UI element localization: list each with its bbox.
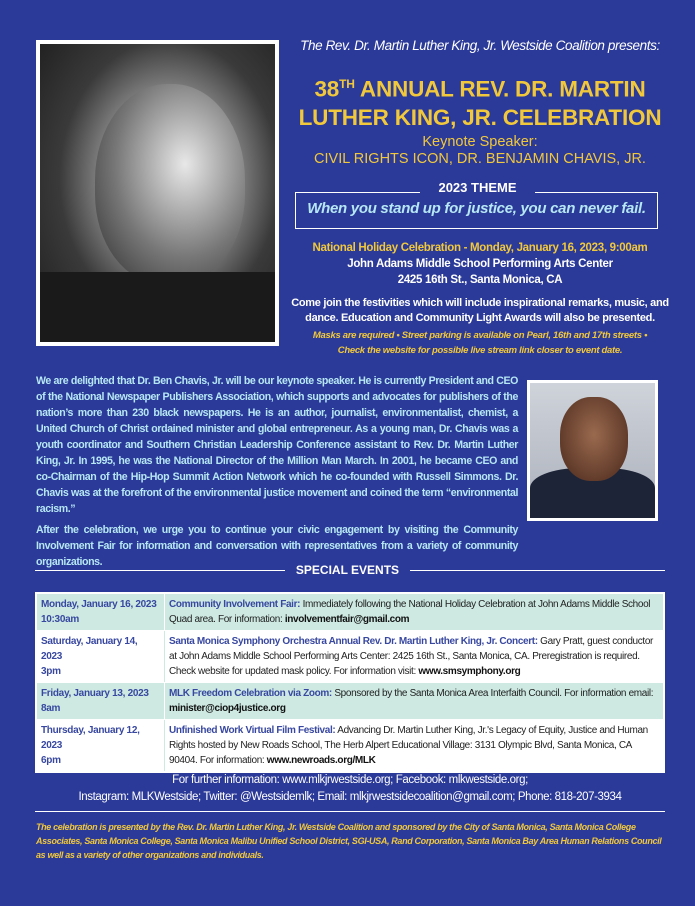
event-description xyxy=(165,683,663,719)
event-link[interactable]: involvementfair@gmail.com xyxy=(284,614,410,625)
speaker-bio xyxy=(36,373,518,570)
event-venue: John Adams Middle School Performing Arts Center xyxy=(347,258,613,270)
chavis-portrait-photo xyxy=(527,380,658,521)
event-description xyxy=(165,720,663,771)
divider xyxy=(35,570,285,571)
table-row xyxy=(37,594,663,631)
title-number: 38 xyxy=(314,76,340,102)
date: Saturday, January 14, 2023 xyxy=(41,636,138,662)
event-details xyxy=(290,240,670,288)
contact-line1: For further information: www.mlkjrwestside.org; Facebook: mlkwestside.org; xyxy=(172,774,528,786)
event-text: Immediately following the National Holiday Celebration at John Adams Middle School Quad area. For information: xyxy=(169,599,651,625)
title-line1: ANNUAL REV. DR. MARTIN xyxy=(354,76,646,102)
event-date xyxy=(37,594,165,630)
event-description xyxy=(165,631,663,682)
event-text: Gary Pratt, guest conductor at John Adams Middle School Performing Arts Center: 2425 16th St., Santa Monica, CA. Preregistration is required. Check website for updated mask policy. For information visit: xyxy=(169,636,654,677)
date: Monday, January 16, 2023 xyxy=(41,599,157,610)
event-text: Sponsored by the Santa Monica Area Interfaith Council. For information email: xyxy=(331,688,654,699)
contact-info xyxy=(35,772,665,806)
table-row xyxy=(37,720,663,771)
special-events-title: SPECIAL EVENTS xyxy=(295,563,400,577)
theme-label: 2023 THEME xyxy=(420,180,535,195)
notes-line2: Check the website for possible live stream link closer to event date. xyxy=(337,345,623,356)
divider xyxy=(35,811,665,812)
mlk-portrait-photo xyxy=(36,40,279,346)
date: Friday, January 13, 2023 xyxy=(41,688,149,699)
table-row xyxy=(37,631,663,683)
theme-text: When you stand up for justice, you can never fail. xyxy=(307,200,646,217)
event-name: Unfinished Work Virtual Film Festival: xyxy=(169,725,336,736)
page-title xyxy=(290,70,670,132)
event-link[interactable]: www.smsymphony.org xyxy=(418,666,521,677)
event-name: Santa Monica Symphony Orchestra Annual Rev. Dr. Martin Luther King, Jr. Concert: xyxy=(169,636,538,647)
event-address: 2425 16th St., Santa Monica, CA xyxy=(397,274,563,286)
time: 8am xyxy=(41,703,61,714)
bio-paragraph: We are delighted that Dr. Ben Chavis, Jr. will be our keynote speaker. He is currently President and CEO of the National Newspaper Publishers Association, which supports and advocates for publishers of the nation’s more than 230 black newspapers. He is an author, journalist, environmentalist, chemist, a United Church of Christ ordained minister and global entrepreneur. As a young man, Dr. Chavis was a youth coordinator and Southern Christian Leadership Conference assistant to Rev. Dr. Martin Luther King, Jr. In 1995, he was the National Director of the Million Man March. In 2001, he became CEO and co-Chairman of the Hip-Hop Summit Action Network which he co-founded with Russell Simmons. Dr. Chavis was at the forefront of the environmental justice movement and coined the term “environmental racism.” xyxy=(36,375,518,515)
presenter-line: The Rev. Dr. Martin Luther King, Jr. Westside Coalition presents: xyxy=(300,38,660,53)
event-description xyxy=(165,594,663,630)
fair-paragraph: After the celebration, we urge you to continue your civic engagement by visiting the Community Involvement Fair for information and conversation with representatives from a variety of community organizations. xyxy=(36,524,518,568)
divider xyxy=(410,570,665,571)
event-name: MLK Freedom Celebration via Zoom: xyxy=(169,688,332,699)
event-description: Come join the festivities which will include inspirational remarks, music, and dance. Education and Community Light Awards will also be presented. xyxy=(291,297,669,324)
contact-line2: Instagram: MLKWestside; Twitter: @Westsidemlk; Email: mlkjrwestsidecoalition@gmail.com; Phone: 818-207-3934 xyxy=(78,791,622,803)
keynote-label: Keynote Speaker: xyxy=(422,134,538,150)
event-link[interactable]: www.newroads.org/MLK xyxy=(266,755,376,766)
event-headline: National Holiday Celebration - Monday, January 16, 2023, 9:00am xyxy=(312,242,648,254)
special-events-table xyxy=(35,592,665,773)
time: 6pm xyxy=(41,755,61,766)
event-notes xyxy=(290,328,670,358)
sponsors-text: The celebration is presented by the Rev. Dr. Martin Luther King, Jr. Westside Coalition and sponsored by the City of Santa Monica, Santa Monica College Associates, Santa Monica College, Santa Monica Malibu Unified School District, SGI-USA, Rand Corporation, Santa Monica Bay Area Human Relations Council as well as a variety of other organizations and individuals. xyxy=(36,822,662,860)
event-text: Advancing Dr. Martin Luther King, Jr.'s Legacy of Equity, Justice and Human Rights hosted by New Roads School, The Herb Alpert Educational Village: 3131 Olympic Blvd, Santa Monica, CA 90404. For information: xyxy=(169,725,648,766)
keynote-name: CIVIL RIGHTS ICON, DR. BENJAMIN CHAVIS, JR. xyxy=(314,151,646,167)
keynote-speaker xyxy=(290,134,670,168)
table-row xyxy=(37,683,663,720)
date: Thursday, January 12, 2023 xyxy=(41,725,140,751)
event-date xyxy=(37,683,165,719)
event-name: Community Involvement Fair: xyxy=(169,599,301,610)
notes-line1: Masks are required • Street parking is available on Pearl, 16th and 17th streets • xyxy=(312,330,648,341)
title-line2: LUTHER KING, JR. CELEBRATION xyxy=(298,104,662,130)
time: 10:30am xyxy=(41,614,79,625)
event-date xyxy=(37,631,165,682)
time: 3pm xyxy=(41,666,61,677)
title-suffix: TH xyxy=(339,77,355,91)
event-link[interactable]: minister@ciop4justice.org xyxy=(169,703,286,714)
event-date xyxy=(37,720,165,771)
